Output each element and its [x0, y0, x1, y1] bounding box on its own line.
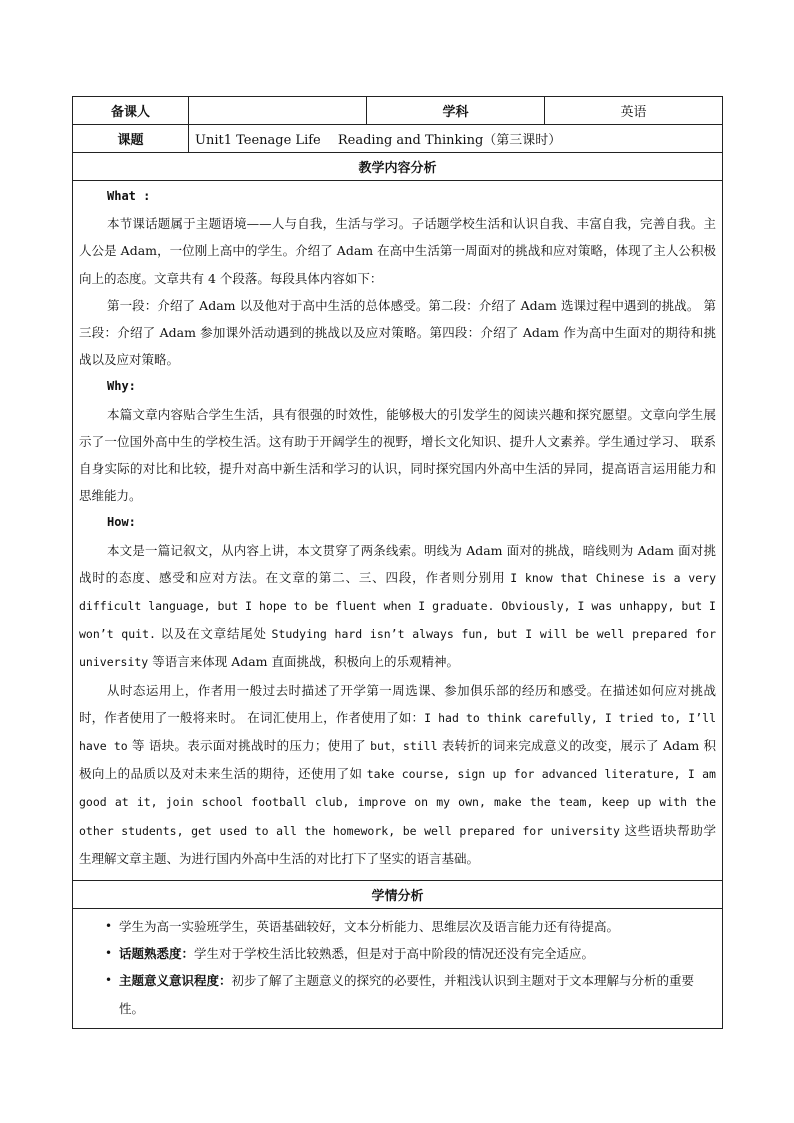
content-analysis-body-row — [73, 181, 723, 881]
how-label: How: — [107, 515, 136, 530]
what-paragraph-2: 第一段：介绍了 Adam 以及他对于高中生活的总体感受。第二段：介绍了 Adam 选课过程中遇到的挑战。 第三段：介绍了 Adam 参加课外活动遇到的挑战以及应对策略。第四段：介绍了 Adam 作为高中生面对的期待和挑战以及应对策略。 — [79, 297, 716, 368]
what-label: What : — [107, 189, 151, 203]
list-item — [79, 940, 716, 967]
list-item-text: 学生对于学校生活比较熟悉，但是对于高中阶段的情况还没有完全适应。 — [194, 946, 595, 962]
how-p2-text-a: 从时态运用上，作者用一般过去时描述了开学第一周选课、参加俱乐部的经历和感受。在描述如何应对挑战时，作者使用了一般将来时。 在词汇使用上，作者使用了如： — [79, 682, 716, 725]
how-p1-text-a: 本文是一篇记叙文，从内容上讲，本文贯穿了两条线索。明线为 Adam 面对的挑战，暗线则为 Adam 面对挑战时的态度、感受和应对方法。在文章的第二、三、四段，作者则分别用 — [79, 542, 716, 585]
student-analysis-title-row — [73, 881, 723, 909]
why-paragraph: 本篇文章内容贴合学生生活，具有很强的时效性，能够极大的引发学生的阅读兴趣和探究愿望。文章向学生展示了一位国外高中生的学校生活。这有助于开阔学生的视野，增长文化知识、提升人文素养。学生通过学习、 联系自身实际的对比和比较，提升对高中新生活和学习的认识，同时探究国内外高中生活的异同，提高语言运用能力和思维能力。 — [79, 406, 716, 504]
how-paragraph-1 — [79, 537, 716, 677]
how-p2-text-c: 等 语块。表示面对挑战时的压力；使用了 — [127, 738, 371, 754]
subject-value: 英语 — [545, 97, 723, 125]
list-item-text: 学生为高一实验班学生，英语基础较好，文本分析能力、思维层次及语言能力还有待提高。 — [119, 919, 620, 935]
how-p2-text-g: 这些语块帮助学生理解文章主题、为进行国内外高中生活的对比打下了坚实的语言基础。 — [79, 822, 716, 866]
topic-label: 课题 — [73, 125, 189, 153]
how-paragraph-2 — [79, 677, 716, 872]
bullet-icon: • — [105, 919, 113, 934]
content-analysis-body — [73, 181, 723, 881]
content-analysis-title: 教学内容分析 — [73, 153, 723, 181]
preparer-label: 备课人 — [73, 97, 189, 125]
why-label: Why: — [107, 379, 136, 394]
how-p1-text-c: 以及在文章结尾处 — [155, 626, 272, 642]
topic-value: Unit1 Teenage Life Reading and Thinking（第三课时） — [189, 125, 723, 153]
student-analysis-body-row — [73, 909, 723, 1029]
subject-label: 学科 — [367, 97, 545, 125]
preparer-value — [189, 97, 367, 125]
list-item — [79, 967, 716, 1021]
header-row-1 — [73, 97, 723, 125]
bullet-icon: • — [105, 946, 113, 961]
how-p2-phrases-1: I had to think carefully, I tried to, I’ll have to — [79, 710, 716, 754]
list-item-bold: 话题熟悉度： — [119, 946, 195, 962]
bullet-icon: • — [105, 973, 113, 988]
student-analysis-body — [73, 909, 723, 1029]
lesson-plan-table — [72, 96, 723, 1029]
header-row-2 — [73, 125, 723, 153]
how-p1-text-e: 等语言来体现 Adam 直面挑战，积极向上的乐观精神。 — [148, 654, 460, 670]
student-analysis-title: 学情分析 — [73, 881, 723, 909]
list-item-bold: 主题意义意识程度： — [119, 973, 232, 989]
how-p1-quote-1: I know that Chinese is a very difficult language, but I hope to be fluent when I graduate. Obviously, I was unhappy, but I won’t quit. — [79, 570, 716, 642]
list-item — [79, 913, 716, 940]
student-analysis-list — [73, 909, 722, 1028]
how-p2-phrases-2: but，still — [370, 739, 438, 754]
how-p1-quote-2: Studying hard isn’t always fun, but I will be well prepared for university — [79, 627, 716, 670]
how-p2-phrases-3: take course, sign up for advanced literature, I am good at it, join school football club, improve on my own, make the team, keep up with the other students, get used to all the homework, be well prepared for university — [79, 767, 716, 838]
how-p2-text-e: 表转折的词来完成意义的改变，展示了 Adam 积极向上的品质以及对未来生活的期待，还使用了如 — [79, 738, 717, 782]
what-paragraph-1: 本节课话题属于主题语境——人与自我，生活与学习。子话题学校生活和认识自我、丰富自我，完善自我。主人公是 Adam，一位刚上高中的学生。介绍了 Adam 在高中生活第一周面对的挑战和应对策略，体现了主人公积极向上的态度。文章共有 4 个段落。每段具体内容如下： — [79, 216, 716, 286]
content-analysis-title-row — [73, 153, 723, 181]
list-item-text: 初步了解了主题意义的探究的必要性，并粗浅认识到主题对于文本理解与分析的重要性。 — [119, 973, 695, 1016]
